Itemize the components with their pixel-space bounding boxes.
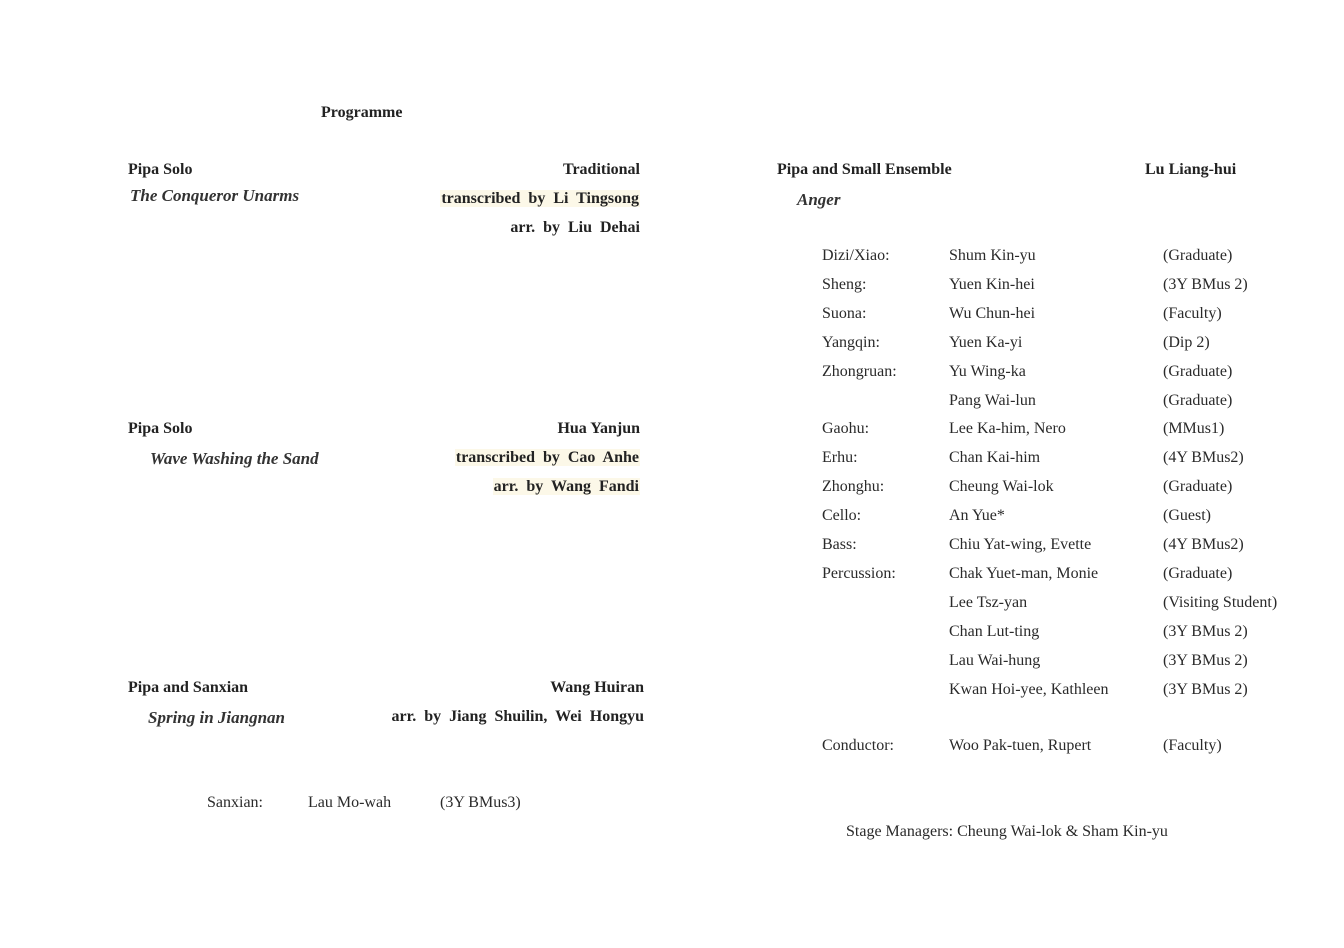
piece-1-credit-1: transcribed by Li Tingsong <box>441 190 639 207</box>
piece-3-composer: Wang Huiran <box>550 679 644 696</box>
piece-1-credit-2: arr. by Liu Dehai <box>510 219 640 236</box>
piece-2-title: Wave Washing the Sand <box>150 449 319 468</box>
roster-name: Chiu Yat-wing, Evette <box>949 536 1092 553</box>
roster-name: Shum Kin-yu <box>949 247 1036 264</box>
roster-status: (MMus1) <box>1163 420 1225 437</box>
roster-name: Lee Ka-him, Nero <box>949 420 1066 437</box>
piece-3-credit-1: arr. by Jiang Shuilin, Wei Hongyu <box>391 708 644 725</box>
roster-status: (Visiting Student) <box>1163 594 1278 611</box>
roster-name: Kwan Hoi-yee, Kathleen <box>949 681 1109 698</box>
piece-1-category: Pipa Solo <box>128 161 193 178</box>
roster-status: (Dip 2) <box>1163 334 1210 351</box>
roster-status: (Graduate) <box>1163 363 1233 380</box>
roster-instrument: Sheng: <box>822 276 867 293</box>
roster-status: (Graduate) <box>1163 565 1233 582</box>
roster-name: Cheung Wai-lok <box>949 478 1054 495</box>
piece-2-credit-1: transcribed by Cao Anhe <box>455 449 639 466</box>
roster-status: (4Y BMus2) <box>1163 449 1244 466</box>
roster-name: Chan Kai-him <box>949 449 1041 466</box>
roster-status: (Graduate) <box>1163 247 1233 264</box>
piece-3-title: Spring in Jiangnan <box>148 708 286 727</box>
roster-status: (3Y BMus 2) <box>1163 623 1248 640</box>
roster-name: Yuen Kin-hei <box>949 276 1035 293</box>
sanxian-instrument: Sanxian: <box>207 794 263 811</box>
conductor-name: Woo Pak-tuen, Rupert <box>949 737 1092 754</box>
roster-status: (4Y BMus2) <box>1163 536 1244 553</box>
roster-instrument: Bass: <box>822 536 857 553</box>
roster-instrument: Cello: <box>822 507 862 524</box>
roster-name: Pang Wai-lun <box>949 392 1036 409</box>
roster-instrument: Dizi/Xiao: <box>822 247 890 264</box>
roster-instrument: Percussion: <box>822 565 896 582</box>
roster-status: (Graduate) <box>1163 478 1233 495</box>
piece-2-composer: Hua Yanjun <box>557 420 640 437</box>
roster-name: An Yue* <box>949 507 1005 524</box>
roster-instrument: Erhu: <box>822 449 858 466</box>
sanxian-name: Lau Mo-wah <box>308 794 392 811</box>
roster-name: Lee Tsz-yan <box>949 594 1028 611</box>
conductor-status: (Faculty) <box>1163 737 1222 754</box>
sanxian-status: (3Y BMus3) <box>440 794 521 811</box>
roster-status: (3Y BMus 2) <box>1163 681 1248 698</box>
ensemble-category: Pipa and Small Ensemble <box>777 161 952 178</box>
piece-2-credit-2: arr. by Wang Fandi <box>493 478 639 495</box>
roster-instrument: Zhonghu: <box>822 478 885 495</box>
roster-name: Chak Yuet-man, Monie <box>949 565 1099 582</box>
ensemble-composer: Lu Liang-hui <box>1145 161 1237 178</box>
piece-1-composer: Traditional <box>562 161 640 178</box>
piece-3-category: Pipa and Sanxian <box>128 679 249 696</box>
roster-status: (Graduate) <box>1163 392 1233 409</box>
roster-status: (3Y BMus 2) <box>1163 652 1248 669</box>
roster-name: Wu Chun-hei <box>949 305 1036 322</box>
piece-1-title: The Conqueror Unarms <box>130 186 300 205</box>
page-title: Programme <box>321 104 403 121</box>
roster-name: Yu Wing-ka <box>949 363 1026 380</box>
roster-instrument: Gaohu: <box>822 420 870 437</box>
roster-instrument: Suona: <box>822 305 867 322</box>
ensemble-title: Anger <box>797 190 841 209</box>
roster-status: (3Y BMus 2) <box>1163 276 1248 293</box>
roster-name: Chan Lut-ting <box>949 623 1040 640</box>
piece-2-category: Pipa Solo <box>128 420 193 437</box>
roster-status: (Guest) <box>1163 507 1211 524</box>
roster-name: Yuen Ka-yi <box>949 334 1023 351</box>
roster-status: (Faculty) <box>1163 305 1222 322</box>
roster-instrument: Yangqin: <box>822 334 880 351</box>
roster-name: Lau Wai-hung <box>949 652 1041 669</box>
conductor-label: Conductor: <box>822 737 894 754</box>
roster-instrument: Zhongruan: <box>822 363 897 380</box>
stage-managers: Stage Managers: Cheung Wai-lok & Sham Kin-yu <box>846 823 1168 840</box>
